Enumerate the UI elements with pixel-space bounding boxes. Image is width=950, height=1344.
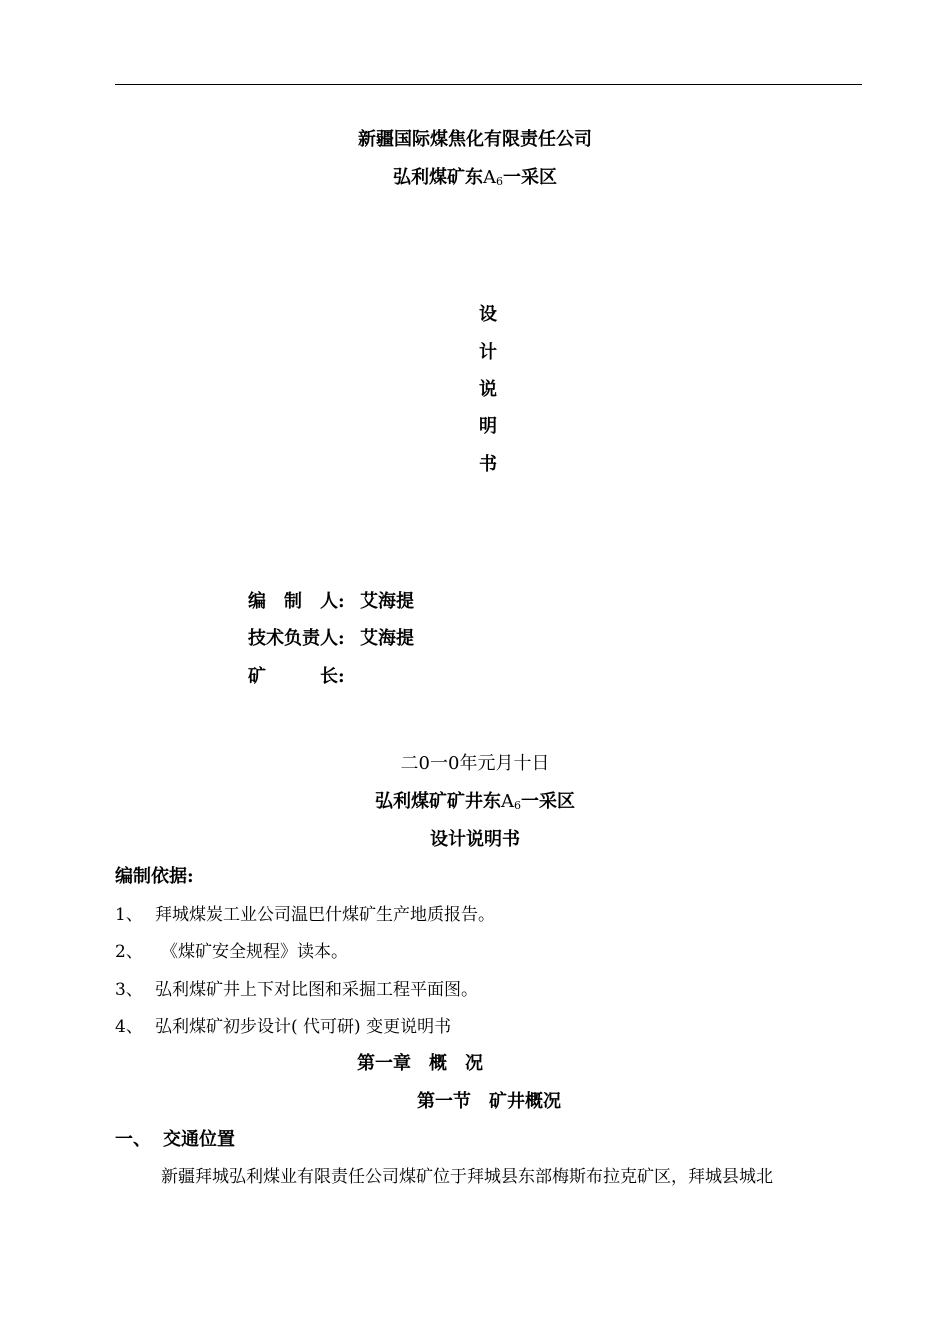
role-mine-director <box>248 662 360 688</box>
subsection-number: 一、 <box>115 1129 151 1150</box>
basis-item <box>115 900 495 925</box>
basis-item-text: 拜城煤炭工业公司温巴什煤矿生产地质报告。 <box>155 905 495 925</box>
basis-item <box>115 1012 451 1037</box>
section-heading: 第一节 矿井概况 <box>417 1091 561 1112</box>
basis-item-text: 弘利煤矿初步设计( 代可研) 变更说明书 <box>155 1017 452 1037</box>
basis-item-number: 2、 <box>115 942 143 962</box>
role-technical-lead <box>248 624 414 650</box>
document-subtitle: 设计说明书 <box>430 829 520 850</box>
chapter-heading: 第一章 概 况 <box>357 1053 483 1074</box>
project-title-sub: 6 <box>496 175 503 188</box>
vertical-title-char: 设 <box>479 304 497 325</box>
basis-heading: 编制依据: <box>115 866 194 887</box>
vertical-title-char: 明 <box>479 416 497 437</box>
header-rule <box>115 84 862 85</box>
document-title <box>0 787 950 813</box>
document-title-prefix: 弘利煤矿矿井东 <box>375 791 501 812</box>
subsection-title: 交通位置 <box>163 1129 235 1150</box>
role-value: 艾海提 <box>360 628 414 649</box>
company-name: 新疆国际煤焦化有限责任公司 <box>358 129 592 150</box>
basis-item <box>115 975 478 1000</box>
role-label: 编 制 人: <box>248 591 345 612</box>
vertical-title-char: 书 <box>479 454 497 475</box>
role-editor <box>248 587 414 613</box>
basis-item <box>115 937 348 962</box>
project-title-suffix: 一采区 <box>503 167 557 188</box>
document-title-a: A <box>501 791 514 812</box>
role-value: 艾海提 <box>360 591 414 612</box>
role-label: 矿 长: <box>248 666 345 687</box>
basis-item-number: 4、 <box>115 1017 143 1037</box>
role-label: 技术负责人: <box>248 628 345 649</box>
project-title-prefix: 弘利煤矿东 <box>393 167 483 188</box>
document-title-suffix: 一采区 <box>521 791 575 812</box>
body-paragraph: 新疆拜城弘利煤业有限责任公司煤矿位于拜城县东部梅斯布拉克矿区，拜城县城北 <box>161 1167 773 1187</box>
basis-item-number: 1、 <box>115 905 143 925</box>
subsection-heading <box>115 1125 235 1151</box>
basis-item-number: 3、 <box>115 980 143 1000</box>
project-title <box>0 163 950 189</box>
basis-item-text: 《煤矿安全规程》读本。 <box>161 942 348 962</box>
vertical-title-char: 说 <box>479 379 497 400</box>
vertical-title-char: 计 <box>479 342 497 363</box>
basis-item-text: 弘利煤矿井上下对比图和采掘工程平面图。 <box>155 980 478 1000</box>
cover-date: 二0一0年元月十日 <box>400 753 550 774</box>
document-title-sub: 6 <box>514 799 521 812</box>
project-title-a: A <box>483 167 496 188</box>
